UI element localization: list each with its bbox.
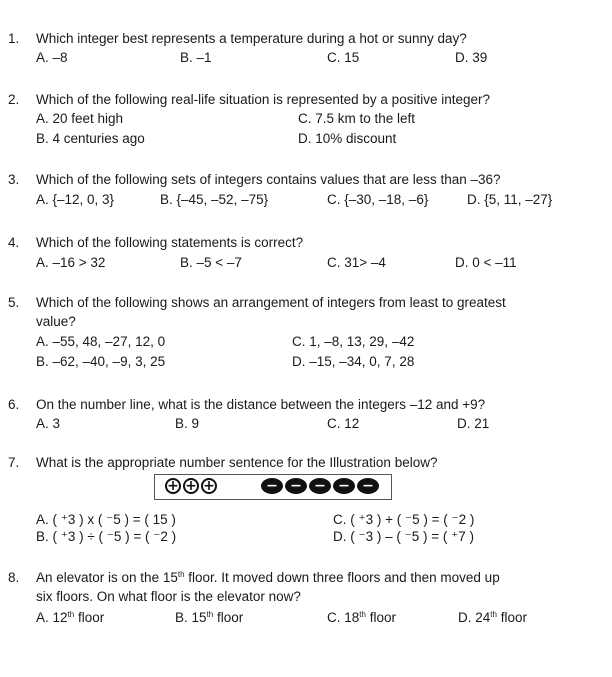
- option-c[interactable]: C. 18th floor: [327, 610, 396, 625]
- option-d[interactable]: D. –15, –34, 0, 7, 28: [292, 354, 415, 369]
- question-stem: Which of the following statements is correct?: [36, 235, 304, 250]
- option-c[interactable]: C. {–30, –18, –6}: [327, 192, 429, 207]
- option-b[interactable]: B. ( ⁺3 ) ÷ ( ⁻5 ) = ( ⁻2 ): [36, 529, 177, 544]
- negative-tiles: [261, 478, 379, 494]
- option-a[interactable]: A. 3: [36, 416, 61, 431]
- option-d[interactable]: D. 24th floor: [458, 610, 527, 625]
- question-number: 4.: [8, 235, 20, 250]
- option-b[interactable]: B. {–45, –52, –75}: [160, 192, 269, 207]
- option-b[interactable]: B. 9: [175, 416, 200, 431]
- question-number: 5.: [8, 295, 20, 310]
- option-a[interactable]: A. –8: [36, 50, 68, 65]
- question-stem: On the number line, what is the distance between the integers –12 and +9?: [36, 397, 486, 412]
- option-d[interactable]: D. ( ⁻3 ) – ( ⁻5 ) = ( ⁺7 ): [333, 529, 475, 544]
- question-number: 8.: [8, 570, 20, 585]
- negative-tile: −: [333, 478, 355, 494]
- option-b[interactable]: B. –1: [180, 50, 212, 65]
- question-stem: Which of the following sets of integers contains values that are less than –36?: [36, 172, 501, 187]
- option-c[interactable]: C. 1, –8, 13, 29, –42: [292, 334, 415, 349]
- question-stem-line-1: An elevator is on the 15th floor. It moved down three floors and then moved up: [36, 570, 500, 585]
- question-stem: What is the appropriate number sentence for the Illustration below?: [36, 455, 438, 470]
- option-d[interactable]: D. 39: [455, 50, 488, 65]
- positive-tile: +: [165, 478, 181, 494]
- option-d[interactable]: D. 0 < –11: [455, 255, 517, 270]
- question-number: 6.: [8, 397, 20, 412]
- question-stem-line-2: six floors. On what floor is the elevator now?: [36, 589, 301, 604]
- positive-tile: +: [183, 478, 199, 494]
- option-b[interactable]: B. 15th floor: [175, 610, 244, 625]
- option-a[interactable]: A. {–12, 0, 3}: [36, 192, 115, 207]
- algebra-tiles-illustration: [154, 474, 392, 500]
- positive-tile: +: [201, 478, 217, 494]
- option-d[interactable]: D. {5, 11, –27}: [467, 192, 553, 207]
- option-d[interactable]: D. 21: [457, 416, 490, 431]
- negative-tile: −: [285, 478, 307, 494]
- option-c[interactable]: C. 7.5 km to the left: [298, 111, 416, 126]
- negative-tile: −: [309, 478, 331, 494]
- option-a[interactable]: A. –16 > 32: [36, 255, 106, 270]
- option-a[interactable]: A. 20 feet high: [36, 111, 124, 126]
- option-b[interactable]: B. –62, –40, –9, 3, 25: [36, 354, 166, 369]
- option-a[interactable]: A. ( ⁺3 ) x ( ⁻5 ) = ( 15 ): [36, 512, 176, 527]
- question-stem-line-2: value?: [36, 314, 76, 329]
- option-c[interactable]: C. 31> –4: [327, 255, 386, 270]
- negative-tile: −: [261, 478, 283, 494]
- option-a[interactable]: A. –55, 48, –27, 12, 0: [36, 334, 166, 349]
- option-c[interactable]: C. 15: [327, 50, 360, 65]
- question-number: 7.: [8, 455, 20, 470]
- question-number: 3.: [8, 172, 20, 187]
- option-b[interactable]: B. 4 centuries ago: [36, 131, 145, 146]
- option-d[interactable]: D. 10% discount: [298, 131, 397, 146]
- question-stem: Which integer best represents a temperature during a hot or sunny day?: [36, 31, 467, 46]
- question-number: 2.: [8, 92, 20, 107]
- option-b[interactable]: B. –5 < –7: [180, 255, 242, 270]
- question-number: 1.: [8, 31, 20, 46]
- question-stem-line-1: Which of the following shows an arrangement of integers from least to greatest: [36, 295, 506, 310]
- positive-tiles: [165, 478, 217, 494]
- option-c[interactable]: C. ( ⁺3 ) + ( ⁻5 ) = ( ⁻2 ): [333, 512, 475, 527]
- question-stem: Which of the following real-life situation is represented by a positive integer?: [36, 92, 490, 107]
- option-c[interactable]: C. 12: [327, 416, 360, 431]
- negative-tile: −: [357, 478, 379, 494]
- option-a[interactable]: A. 12th floor: [36, 610, 105, 625]
